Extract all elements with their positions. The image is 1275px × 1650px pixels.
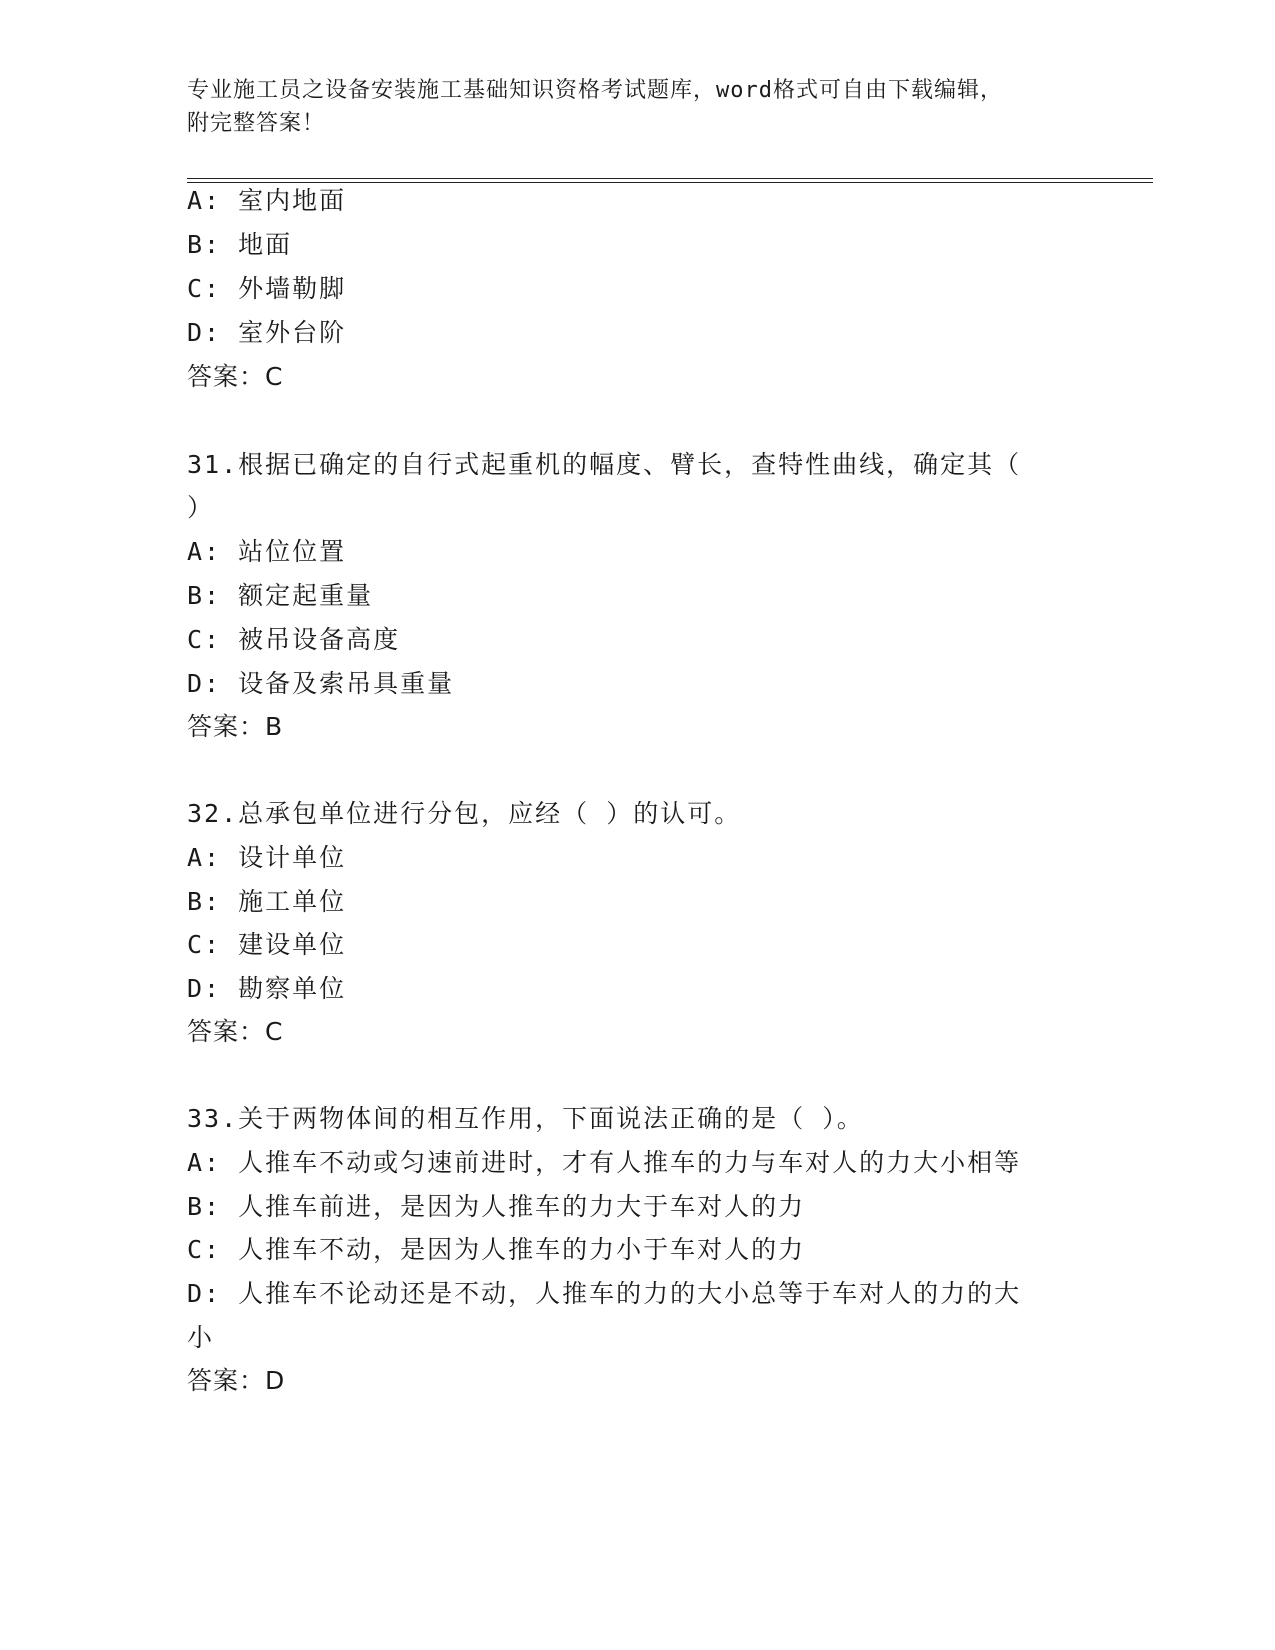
q33-answer: 答案：D [187, 1366, 286, 1395]
q32-option-c: C: 建设单位 [187, 930, 347, 959]
q33-option-d-line-1: D: 人推车不论动还是不动，人推车的力的大小总等于车对人的力的大 [187, 1279, 1022, 1308]
q30-option-c: C: 外墙勒脚 [187, 274, 347, 303]
q31-answer: 答案：B [187, 712, 284, 741]
q31-stem-line-1: 31.根据已确定的自行式起重机的幅度、臂长，查特性曲线，确定其（ [187, 450, 1022, 479]
q33-option-d-line-2: 小 [187, 1323, 215, 1352]
q30-option-d: D: 室外台阶 [187, 318, 347, 347]
q32-option-d: D: 勘察单位 [187, 974, 347, 1003]
q33-option-c: C: 人推车不动，是因为人推车的力小于车对人的力 [187, 1235, 806, 1264]
q31-stem-line-2: ） [187, 493, 215, 522]
document-header [187, 74, 1087, 140]
header-line-1: 专业施工员之设备安装施工基础知识资格考试题库，word格式可自由下载编辑， [187, 78, 1003, 103]
q30-option-a: A: 室内地面 [187, 186, 347, 215]
q31-option-b: B: 额定起重量 [187, 581, 374, 610]
header-line-2: 附完整答案！ [187, 111, 326, 136]
q31-option-c: C: 被吊设备高度 [187, 625, 401, 654]
q32-answer: 答案：C [187, 1017, 284, 1046]
q31-option-d: D: 设备及索吊具重量 [187, 669, 455, 698]
header-divider [187, 178, 1153, 183]
q30-option-b: B: 地面 [187, 230, 293, 259]
q33-stem: 33.关于两物体间的相互作用，下面说法正确的是（ ）。 [187, 1104, 864, 1133]
q32-stem: 32.总承包单位进行分包，应经（ ）的认可。 [187, 799, 742, 828]
q30-answer: 答案：C [187, 362, 284, 391]
q32-option-a: A: 设计单位 [187, 843, 347, 872]
q31-option-a: A: 站位位置 [187, 537, 347, 566]
q33-option-b: B: 人推车前进，是因为人推车的力大于车对人的力 [187, 1192, 806, 1221]
q32-option-b: B: 施工单位 [187, 887, 347, 916]
q33-option-a: A: 人推车不动或匀速前进时，才有人推车的力与车对人的力大小相等 [187, 1148, 1022, 1177]
